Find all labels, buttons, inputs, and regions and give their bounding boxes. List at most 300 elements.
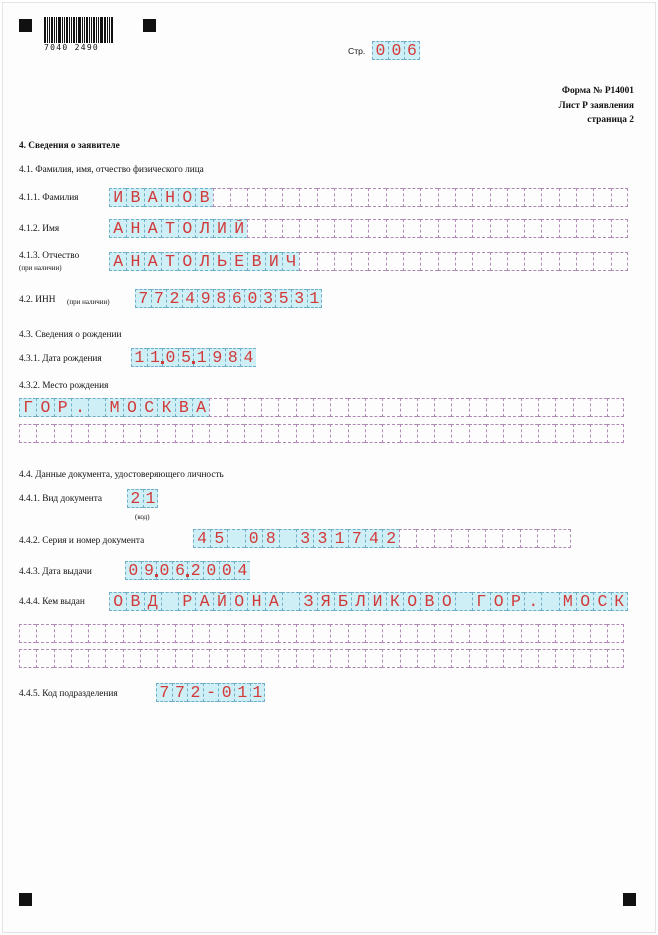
char-cell: [123, 624, 140, 643]
char-cell: А: [144, 219, 161, 238]
char-cell: [438, 219, 455, 238]
char-cell: [105, 649, 122, 668]
char-cell: [555, 424, 572, 443]
char-cell: О: [178, 188, 195, 207]
char-cell: [573, 649, 590, 668]
barcode-bar: [62, 17, 63, 43]
char-cell: [451, 398, 468, 417]
dept-code-field[interactable]: [156, 683, 265, 702]
char-cell: [296, 398, 313, 417]
char-cell: [400, 649, 417, 668]
char-cell: .: [524, 592, 541, 611]
sheet-page: страница 2: [587, 115, 634, 125]
doc-series-field[interactable]: [193, 529, 571, 548]
char-cell: 9: [197, 289, 213, 308]
char-cell: [244, 649, 261, 668]
subsection-4-3: 4.3. Сведения о рождении: [19, 330, 122, 340]
char-cell: [611, 252, 628, 271]
char-cell: 9: [141, 561, 157, 580]
char-cell: Л: [195, 252, 212, 271]
char-cell: [611, 219, 628, 238]
char-cell: [434, 529, 451, 548]
char-cell: [420, 188, 437, 207]
char-cell: [451, 624, 468, 643]
char-cell: [209, 398, 226, 417]
char-cell: [486, 398, 503, 417]
char-cell: [334, 252, 351, 271]
char-cell: [400, 424, 417, 443]
char-cell: А: [144, 188, 161, 207]
char-cell: [434, 624, 451, 643]
surname-label: 4.1.1. Фамилия: [19, 193, 79, 203]
char-cell: [175, 424, 192, 443]
barcode-bar: [78, 17, 81, 43]
char-cell: [161, 592, 178, 611]
char-cell: В: [126, 592, 143, 611]
char-cell: [469, 649, 486, 668]
char-cell: [299, 252, 316, 271]
char-cell: [36, 649, 53, 668]
subsection-4-4: 4.4. Данные документа, удостоверяющего личность: [19, 470, 224, 480]
char-cell: [348, 424, 365, 443]
char-cell: [368, 188, 385, 207]
char-cell: О: [36, 398, 53, 417]
char-cell: 6: [172, 561, 188, 580]
char-cell: С: [140, 398, 157, 417]
barcode-bar: [54, 17, 55, 43]
char-cell: [227, 424, 244, 443]
char-cell: [417, 424, 434, 443]
char-cell: [299, 219, 316, 238]
char-cell: 7: [156, 683, 172, 702]
char-cell: [244, 624, 261, 643]
char-cell: З: [299, 592, 316, 611]
barcode-bar: [111, 17, 113, 43]
char-cell: [282, 188, 299, 207]
char-cell: Л: [195, 219, 212, 238]
char-cell: О: [109, 592, 126, 611]
char-cell: К: [157, 398, 174, 417]
char-cell: [403, 219, 420, 238]
barcode-bar: [107, 17, 108, 43]
issued-by-field-row-3[interactable]: [19, 649, 624, 668]
char-cell: [485, 529, 502, 548]
barcode-bar: [47, 17, 48, 43]
char-cell: [330, 624, 347, 643]
char-cell: [593, 252, 610, 271]
char-cell: [541, 219, 558, 238]
char-cell: [157, 424, 174, 443]
char-cell: [368, 252, 385, 271]
char-cell: [455, 252, 472, 271]
barcode-bar: [73, 17, 75, 43]
char-cell: [382, 624, 399, 643]
char-cell: [348, 398, 365, 417]
char-cell: А: [192, 398, 209, 417]
char-cell: 9: [209, 348, 225, 367]
birth-date-label: 4.3.1. Дата рождения: [19, 354, 102, 364]
char-cell: [524, 188, 541, 207]
char-cell: [278, 649, 295, 668]
char-cell: А: [144, 252, 161, 271]
char-cell: [209, 649, 226, 668]
char-cell: [607, 424, 624, 443]
char-cell: [365, 624, 382, 643]
char-cell: [559, 219, 576, 238]
birth-date-field[interactable]: [131, 348, 256, 367]
char-cell: О: [438, 592, 455, 611]
char-cell: [590, 649, 607, 668]
char-cell: О: [230, 592, 247, 611]
birth-place-field-row-2[interactable]: [19, 424, 624, 443]
char-cell: [261, 398, 278, 417]
char-cell: [590, 424, 607, 443]
char-cell: [538, 424, 555, 443]
char-cell: [417, 624, 434, 643]
char-cell: [538, 398, 555, 417]
char-cell: [19, 649, 36, 668]
inn-label: 4.2. ИНН: [19, 295, 56, 305]
char-cell: [403, 252, 420, 271]
char-cell: Н: [126, 219, 143, 238]
char-cell: [71, 424, 88, 443]
barcode-bar: [69, 17, 70, 43]
corner-marker-top-right: [143, 19, 156, 32]
char-cell: 0: [156, 561, 172, 580]
char-cell: [317, 219, 334, 238]
char-cell: [382, 649, 399, 668]
issued-by-field-row-1[interactable]: [109, 592, 628, 611]
char-cell: [472, 219, 489, 238]
corner-marker-top-left: [19, 19, 32, 32]
char-cell: А: [109, 219, 126, 238]
char-cell: 7: [348, 529, 365, 548]
char-cell: Т: [161, 252, 178, 271]
char-cell: [88, 424, 105, 443]
char-cell: [317, 188, 334, 207]
birth-place-label: 4.3.2. Место рождения: [19, 381, 109, 391]
barcode-bar: [109, 17, 110, 43]
name-field[interactable]: [109, 219, 628, 238]
char-cell: [19, 624, 36, 643]
char-cell: О: [123, 398, 140, 417]
char-cell: [521, 424, 538, 443]
char-cell: [282, 592, 299, 611]
char-cell: 0: [245, 529, 262, 548]
char-cell: [538, 649, 555, 668]
date-separator-dot: [192, 361, 195, 364]
char-cell: [71, 649, 88, 668]
char-cell: 7: [135, 289, 151, 308]
char-cell: 8: [262, 529, 279, 548]
char-cell: О: [403, 592, 420, 611]
char-cell: [261, 624, 278, 643]
char-cell: 0: [219, 561, 235, 580]
issue-date-field[interactable]: [125, 561, 250, 580]
char-cell: 4: [365, 529, 382, 548]
char-cell: [105, 424, 122, 443]
doc-type-label: 4.4.1. Вид документа: [19, 494, 103, 504]
barcode-number: 7040 2490: [44, 43, 100, 52]
char-cell: [455, 219, 472, 238]
form-number: Форма № Р14001: [561, 86, 634, 96]
char-cell: [507, 252, 524, 271]
char-cell: [503, 624, 520, 643]
char-cell: Ь: [213, 252, 230, 271]
char-cell: [576, 188, 593, 207]
char-cell: [244, 398, 261, 417]
char-cell: [403, 188, 420, 207]
char-cell: 3: [313, 529, 330, 548]
char-cell: [140, 649, 157, 668]
char-cell: В: [175, 398, 192, 417]
char-cell: [247, 219, 264, 238]
char-cell: [386, 188, 403, 207]
char-cell: Р: [178, 592, 195, 611]
char-cell: [192, 424, 209, 443]
char-cell: [573, 424, 590, 443]
char-cell: [576, 219, 593, 238]
char-cell: Б: [334, 592, 351, 611]
page-number-field: [372, 41, 420, 60]
char-cell: [175, 649, 192, 668]
inn-field[interactable]: [135, 289, 322, 308]
char-cell: [455, 188, 472, 207]
char-cell: [140, 624, 157, 643]
section-title: 4. Сведения о заявителе: [19, 141, 120, 151]
char-cell: Г: [19, 398, 36, 417]
date-separator-dot: [186, 574, 189, 577]
char-cell: И: [109, 188, 126, 207]
char-cell: [175, 624, 192, 643]
char-cell: [607, 624, 624, 643]
char-cell: Е: [230, 252, 247, 271]
patronymic-label: 4.1.3. Отчество: [19, 251, 80, 261]
char-cell: [573, 624, 590, 643]
char-cell: [368, 219, 385, 238]
barcode-bar: [82, 17, 83, 43]
char-cell: [559, 188, 576, 207]
char-cell: А: [265, 592, 282, 611]
char-cell: [541, 188, 558, 207]
char-cell: [417, 398, 434, 417]
char-cell: 2: [127, 489, 143, 508]
char-cell: [420, 219, 437, 238]
char-cell: [503, 398, 520, 417]
issue-date-label: 4.4.3. Дата выдачи: [19, 567, 92, 577]
char-cell: -: [203, 683, 219, 702]
char-cell: [54, 424, 71, 443]
char-cell: [420, 252, 437, 271]
barcode-bar: [49, 17, 50, 43]
char-cell: [434, 424, 451, 443]
char-cell: 2: [382, 529, 399, 548]
patronymic-field[interactable]: [109, 252, 628, 271]
char-cell: [469, 398, 486, 417]
char-cell: Д: [144, 592, 161, 611]
char-cell: 4: [234, 561, 250, 580]
char-cell: [123, 424, 140, 443]
char-cell: [541, 252, 558, 271]
char-cell: [555, 398, 572, 417]
char-cell: [576, 252, 593, 271]
char-cell: [490, 252, 507, 271]
patronymic-hint: (при наличии): [19, 264, 62, 272]
char-cell: [365, 398, 382, 417]
char-cell: [157, 624, 174, 643]
char-cell: 0: [372, 41, 388, 60]
doc-series-label: 4.4.2. Серия и номер документа: [19, 536, 145, 546]
char-cell: 3: [296, 529, 313, 548]
char-cell: [607, 398, 624, 417]
char-cell: М: [105, 398, 122, 417]
char-cell: О: [178, 219, 195, 238]
char-cell: [192, 624, 209, 643]
char-cell: И: [265, 252, 282, 271]
char-cell: 6: [404, 41, 420, 60]
char-cell: [502, 529, 519, 548]
char-cell: [555, 624, 572, 643]
barcode-bar: [56, 17, 57, 43]
char-cell: [88, 624, 105, 643]
char-cell: 1: [131, 348, 147, 367]
barcode-bar: [100, 17, 103, 43]
char-cell: [455, 592, 472, 611]
char-cell: [472, 188, 489, 207]
surname-field[interactable]: [109, 188, 628, 207]
char-cell: [209, 624, 226, 643]
char-cell: [451, 424, 468, 443]
char-cell: 5: [275, 289, 291, 308]
char-cell: [140, 424, 157, 443]
barcode-bar: [93, 17, 95, 43]
char-cell: 0: [162, 348, 178, 367]
char-cell: [607, 649, 624, 668]
barcode-bar: [98, 17, 99, 43]
char-cell: [351, 219, 368, 238]
name-label: 4.1.2. Имя: [19, 224, 60, 234]
barcode-bar: [91, 17, 92, 43]
char-cell: 0: [388, 41, 404, 60]
char-cell: [265, 188, 282, 207]
issued-by-label: 4.4.4. Кем выдан: [19, 597, 85, 607]
char-cell: [573, 398, 590, 417]
char-cell: 7: [151, 289, 167, 308]
char-cell: [296, 624, 313, 643]
char-cell: [382, 398, 399, 417]
char-cell: [451, 649, 468, 668]
char-cell: 7: [172, 683, 188, 702]
char-cell: [590, 624, 607, 643]
char-cell: [490, 219, 507, 238]
subsection-4-1: 4.1. Фамилия, имя, отчество физического лица: [19, 165, 204, 175]
char-cell: [313, 398, 330, 417]
char-cell: [282, 219, 299, 238]
char-cell: 8: [213, 289, 229, 308]
doc-type-field[interactable]: [127, 489, 158, 508]
char-cell: [386, 252, 403, 271]
birth-place-field-row-1[interactable]: [19, 398, 624, 417]
char-cell: И: [368, 592, 385, 611]
char-cell: [19, 424, 36, 443]
char-cell: [278, 398, 295, 417]
doc-type-hint: (код): [135, 513, 150, 521]
char-cell: Г: [472, 592, 489, 611]
char-cell: [296, 649, 313, 668]
char-cell: [438, 188, 455, 207]
char-cell: [299, 188, 316, 207]
char-cell: В: [195, 188, 212, 207]
char-cell: [351, 188, 368, 207]
char-cell: [593, 219, 610, 238]
issued-by-field-row-2[interactable]: [19, 624, 624, 643]
char-cell: 4: [182, 289, 198, 308]
char-cell: Й: [230, 219, 247, 238]
barcode-bar: [66, 17, 68, 43]
char-cell: [88, 398, 105, 417]
char-cell: 3: [291, 289, 307, 308]
char-cell: [417, 649, 434, 668]
char-cell: [593, 188, 610, 207]
char-cell: [538, 624, 555, 643]
char-cell: [313, 624, 330, 643]
char-cell: [469, 624, 486, 643]
char-cell: [330, 424, 347, 443]
char-cell: [521, 649, 538, 668]
barcode-bars: [44, 17, 120, 43]
char-cell: [386, 219, 403, 238]
char-cell: Й: [213, 592, 230, 611]
char-cell: [507, 188, 524, 207]
char-cell: С: [593, 592, 610, 611]
char-cell: [382, 424, 399, 443]
char-cell: [555, 649, 572, 668]
char-cell: [313, 424, 330, 443]
char-cell: [520, 529, 537, 548]
char-cell: [486, 424, 503, 443]
char-cell: [348, 649, 365, 668]
sheet-title: Лист Р заявления: [558, 101, 634, 111]
char-cell: [278, 424, 295, 443]
char-cell: О: [490, 592, 507, 611]
char-cell: [541, 592, 558, 611]
char-cell: [400, 624, 417, 643]
char-cell: Ч: [282, 252, 299, 271]
char-cell: 0: [244, 289, 260, 308]
char-cell: 1: [193, 348, 209, 367]
barcode-bar: [64, 17, 65, 43]
char-cell: [227, 649, 244, 668]
char-cell: Н: [126, 252, 143, 271]
char-cell: Н: [161, 188, 178, 207]
char-cell: 5: [210, 529, 227, 548]
page-number-label: Стр.: [348, 46, 366, 56]
char-cell: [434, 398, 451, 417]
char-cell: А: [109, 252, 126, 271]
char-cell: [554, 529, 571, 548]
barcode-bar: [51, 17, 53, 43]
char-cell: [416, 529, 433, 548]
char-cell: [524, 252, 541, 271]
char-cell: Р: [54, 398, 71, 417]
char-cell: [265, 219, 282, 238]
barcode-bar: [44, 17, 46, 43]
char-cell: [521, 398, 538, 417]
char-cell: [330, 398, 347, 417]
char-cell: 0: [218, 683, 234, 702]
char-cell: .: [71, 398, 88, 417]
char-cell: [227, 624, 244, 643]
